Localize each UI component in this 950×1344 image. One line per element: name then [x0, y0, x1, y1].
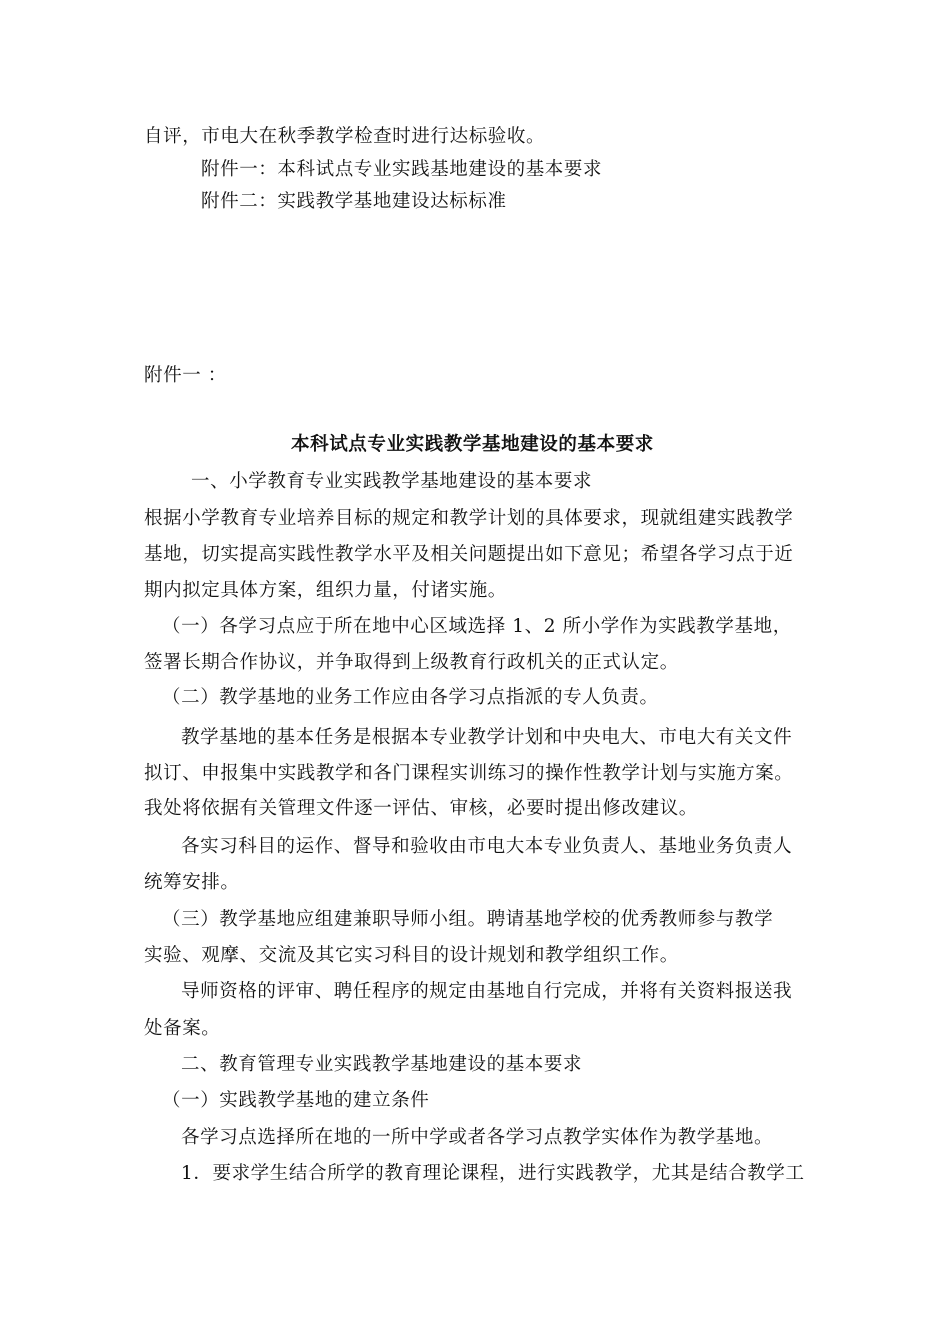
text-line-continuation: 自评，市电大在秋季教学检查时进行达标验收。: [144, 126, 546, 147]
paragraph-line: 处备案。: [144, 1018, 221, 1039]
section-2-heading: 二、教育管理专业实践教学基地建设的基本要求: [181, 1054, 583, 1075]
paragraph-line: 各实习科目的运作、督导和验收由市电大本专业负责人、基地业务负责人: [181, 836, 793, 857]
paragraph-line: 统筹安排。: [144, 872, 240, 893]
paragraph-line: （二）教学基地的业务工作应由各学习点指派的专人负责。: [162, 687, 659, 708]
paragraph-line: 拟订、申报集中实践教学和各门课程实训练习的操作性教学计划与实施方案。: [144, 763, 794, 784]
paragraph-line: 教学基地的基本任务是根据本专业教学计划和中央电大、市电大有关文件: [181, 727, 793, 748]
paragraph-line: 导师资格的评审、聘任程序的规定由基地自行完成，并将有关资料报送我: [181, 981, 793, 1002]
section-1-heading: 一、小学教育专业实践教学基地建设的基本要求: [191, 471, 593, 492]
paragraph-line: 期内拟定具体方案，组织力量，付诸实施。: [144, 580, 507, 601]
paragraph-line: 实验、观摩、交流及其它实习科目的设计规划和教学组织工作。: [144, 945, 679, 966]
paragraph-line: 1．要求学生结合所学的教育理论课程，进行实践教学，尤其是结合教学工: [181, 1163, 805, 1184]
paragraph-line: 我处将依据有关管理文件逐一评估、审核，必要时提出修改建议。: [144, 798, 698, 819]
attachment-1-heading: 附件一 ：: [144, 365, 227, 386]
attachment-1-reference: 附件一：本科试点专业实践基地建设的基本要求: [201, 159, 603, 180]
paragraph-line: 各学习点选择所在地的一所中学或者各学习点教学实体作为教学基地。: [181, 1127, 774, 1148]
subsection-heading: （一）实践教学基地的建立条件: [162, 1090, 430, 1111]
paragraph-line: 根据小学教育专业培养目标的规定和教学计划的具体要求，现就组建实践教学: [144, 508, 794, 529]
paragraph-line: （三）教学基地应组建兼职导师小组。聘请基地学校的优秀教师参与教学: [162, 909, 774, 930]
attachment-2-reference: 附件二：实践教学基地建设达标标准: [201, 191, 507, 212]
paragraph-line: 基地，切实提高实践性教学水平及相关问题提出如下意见；希望各学习点于近: [144, 544, 794, 565]
paragraph-line: （一）各学习点应于所在地中心区域选择 1、2 所小学作为实践教学基地，: [162, 616, 792, 637]
document-title: 本科试点专业实践教学基地建设的基本要求: [291, 434, 654, 455]
paragraph-line: 签署长期合作协议，并争取得到上级教育行政机关的正式认定。: [144, 652, 679, 673]
